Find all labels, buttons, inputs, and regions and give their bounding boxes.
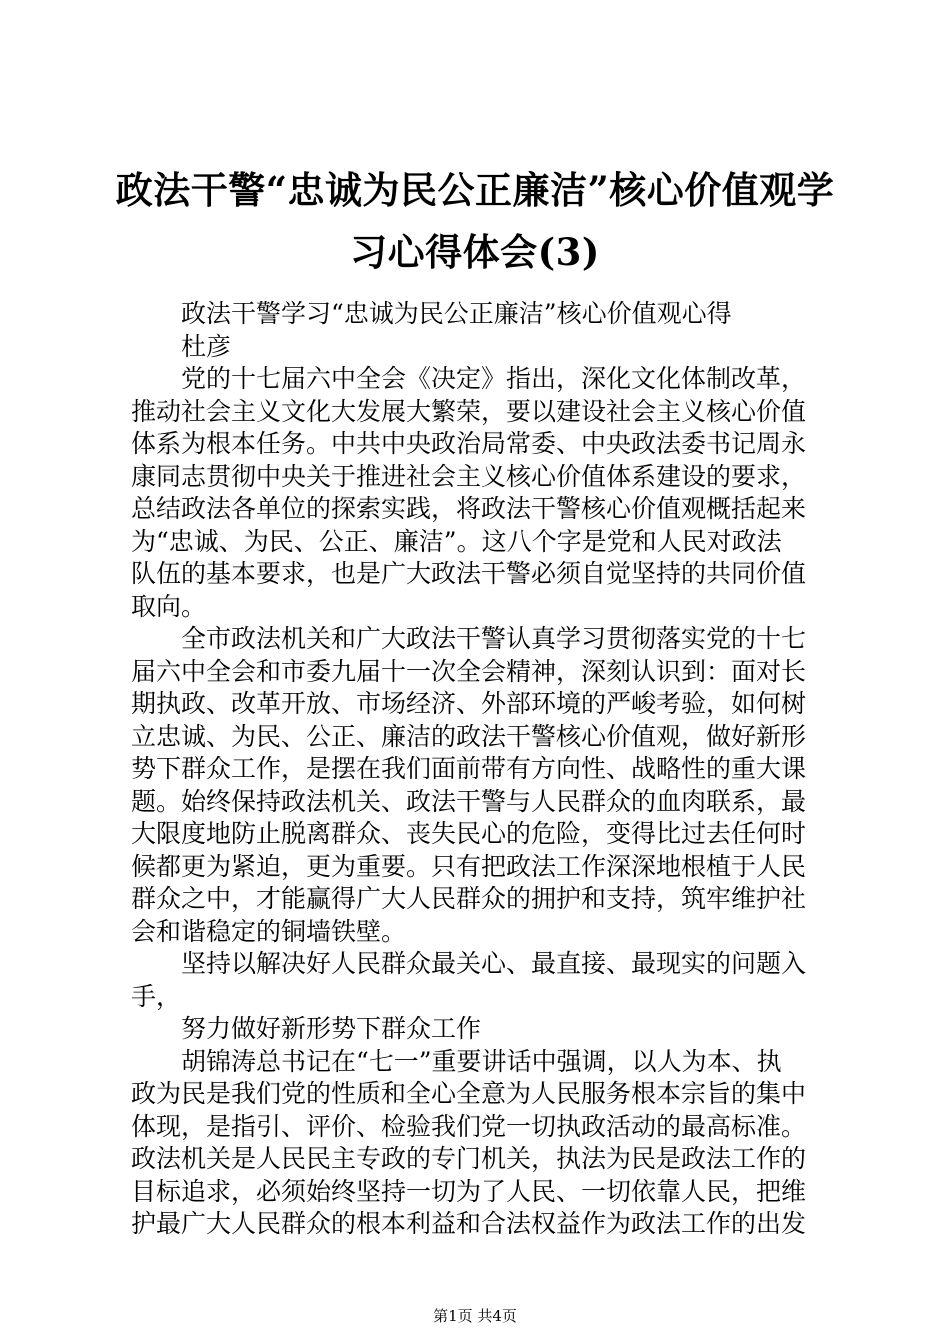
body-line: 立忠诚、为民、公正、廉洁的政法干警核心价值观，做好新形 <box>131 721 807 751</box>
body-line: 队伍的基本要求，也是广大政法干警必须自觉坚持的共同价值 <box>131 559 807 588</box>
body-line: 政法机关是人民民主专政的专门机关，执法为民是政法工作的 <box>131 1144 807 1173</box>
page-footer: 第1页 共4页 <box>433 1307 517 1325</box>
body-line: 体系为根本任务。中共中央政治局常委、中央政法委书记周永 <box>131 429 807 458</box>
body-line: 党的十七届六中全会《决定》指出，深化文化体制改革， <box>181 364 807 393</box>
body-line: 取向。 <box>131 591 207 621</box>
body-line: 康同志贯彻中央关于推进社会主义核心价值体系建设的要求， <box>131 461 807 491</box>
body-line: 政法干警学习“忠诚为民公正廉洁”核心价值观心得 <box>181 299 732 328</box>
body-line: 期执政、改革开放、市场经济、外部环境的严峻考验，如何树 <box>131 689 807 718</box>
document-title-line-1: 政法干警“忠诚为民公正廉洁”核心价值观学 <box>115 168 835 212</box>
body-line: 政为民是我们党的性质和全心全意为人民服务根本宗旨的集中 <box>131 1079 807 1108</box>
document-body <box>131 298 831 1241</box>
body-line: 全市政法机关和广大政法干警认真学习贯彻落实党的十七 <box>181 624 807 653</box>
body-line: 体现，是指引、评价、检验我们党一切执政活动的最高标准。 <box>131 1111 807 1141</box>
body-line: 群众之中，才能赢得广大人民群众的拥护和支持，筑牢维护社 <box>131 884 807 913</box>
body-line: 届六中全会和市委九届十一次全会精神，深刻认识到：面对长 <box>131 656 807 686</box>
body-line: 候都更为紧迫，更为重要。只有把政法工作深深地根植于人民 <box>131 851 807 881</box>
body-line: 努力做好新形势下群众工作 <box>181 1014 482 1043</box>
body-line: 会和谐稳定的铜墙铁壁。 <box>131 916 407 946</box>
body-line: 推动社会主义文化大发展大繁荣，要以建设社会主义核心价值 <box>131 396 807 426</box>
body-line: 题。始终保持政法机关、政法干警与人民群众的血肉联系，最 <box>131 786 807 816</box>
body-line: 护最广大人民群众的根本利益和合法权益作为政法工作的出发 <box>131 1209 807 1238</box>
body-line: 目标追求，必须始终坚持一切为了人民、一切依靠人民，把维 <box>131 1176 807 1206</box>
body-line: 胡锦涛总书记在“七一”重要讲话中强调，以人为本、执 <box>181 1046 782 1076</box>
body-line: 大限度地防止脱离群众、丧失民心的危险，变得比过去任何时 <box>131 819 807 848</box>
body-line: 坚持以解决好人民群众最关心、最直接、最现实的问题入 <box>181 949 807 978</box>
body-line: 势下群众工作，是摆在我们面前带有方向性、战略性的重大课 <box>131 754 807 783</box>
document-title-line-2: 习心得体会(3) <box>350 230 600 274</box>
body-line: 为“忠诚、为民、公正、廉洁”。这八个字是党和人民对政法 <box>131 526 782 556</box>
body-line: 总结政法各单位的探索实践，将政法干警核心价值观概括起来 <box>131 494 807 523</box>
body-line: 杜彦 <box>181 331 232 361</box>
body-line: 手， <box>131 981 182 1011</box>
